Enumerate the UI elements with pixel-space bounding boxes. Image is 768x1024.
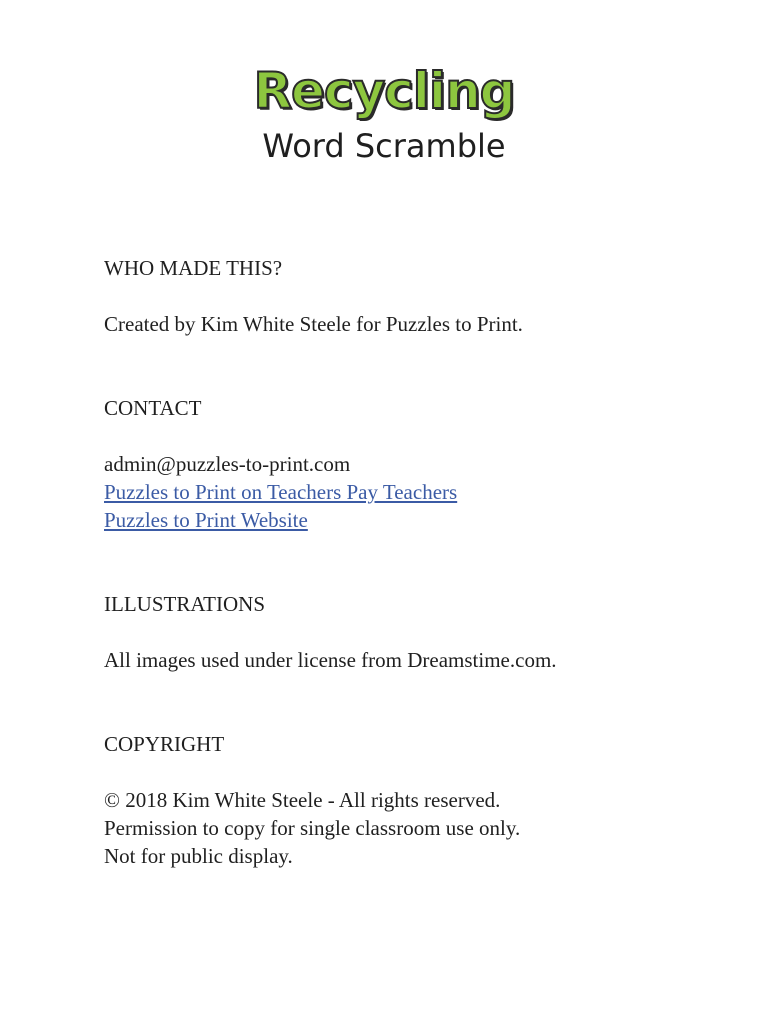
info-content <box>104 254 704 870</box>
contact-heading: CONTACT <box>104 396 202 420</box>
title-logo-recycling: Recycling <box>253 62 515 120</box>
copyright-line-1: © 2018 Kim White Steele - All rights reserved. <box>104 788 501 812</box>
who-heading: WHO MADE THIS? <box>104 256 283 280</box>
illustrations-heading: ILLUSTRATIONS <box>104 592 265 616</box>
copyright-line-3: Not for public display. <box>104 844 293 868</box>
copyright-heading: COPYRIGHT <box>104 732 225 756</box>
link-teachers-pay-teachers[interactable]: Puzzles to Print on Teachers Pay Teachers <box>104 480 458 504</box>
title-block <box>0 60 768 166</box>
copyright-line-2: Permission to copy for single classroom use only. <box>104 816 521 840</box>
who-text: Created by Kim White Steele for Puzzles to Print. <box>104 312 523 336</box>
illustrations-text: All images used under license from Dreamstime.com. <box>104 648 557 672</box>
title-subtitle: Word Scramble <box>262 127 506 165</box>
contact-email: admin@puzzles-to-print.com <box>104 452 351 476</box>
link-website[interactable]: Puzzles to Print Website <box>104 508 308 532</box>
